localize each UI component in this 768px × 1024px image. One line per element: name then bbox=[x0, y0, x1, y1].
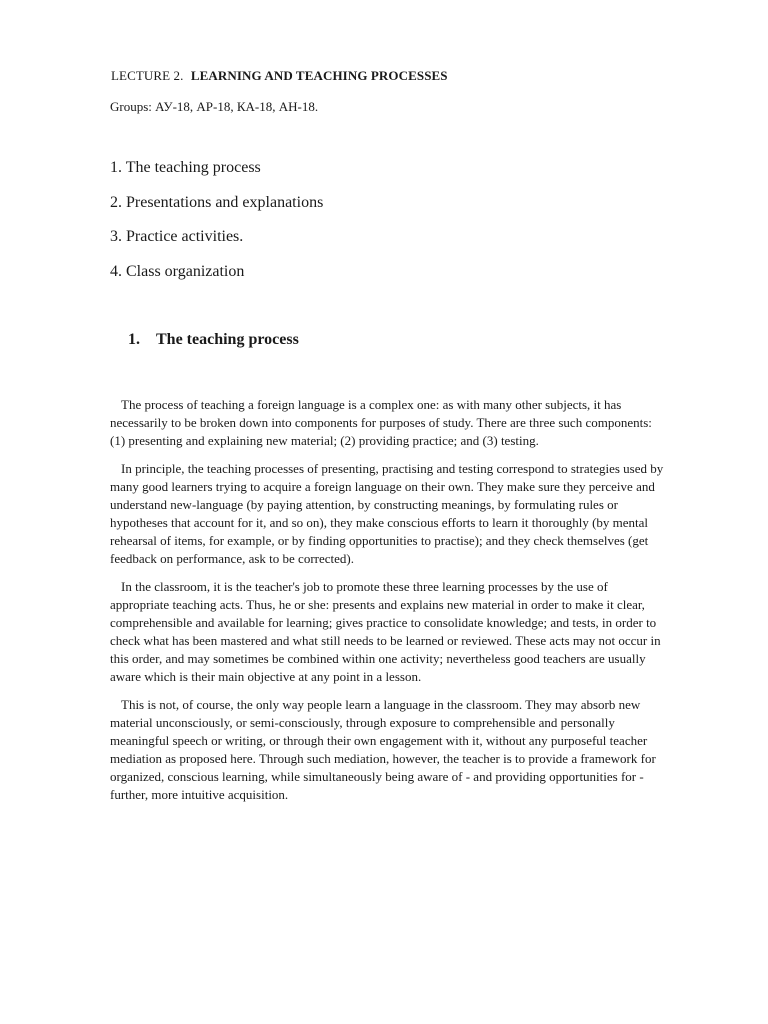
paragraph: In the classroom, it is the teacher's job to promote these three learning processes by the use of appropriate teaching acts. Thus, he or she: presents and explains new material in order to make it clear, comprehensible and available for learning; gives practice to consolidate knowledge; and tests, in order to check what has been mastered and what still needs to be learned or reviewed. These acts may not occur in this order, and may sometimes be combined within one activity; nevertheless good teachers are usually aware which is their main objective at any point in a lesson. bbox=[110, 579, 661, 684]
section-title: The teaching process bbox=[156, 331, 299, 348]
contents-item: 2. Presentations and explanations bbox=[110, 193, 324, 211]
contents-list bbox=[110, 157, 323, 295]
groups-line: Groups: АУ-18, АР-18, КА-18, АН-18. bbox=[110, 99, 319, 114]
paragraph: This is not, of course, the only way people learn a language in the classroom. They may absorb new material unconsciously, or semi-consciously, through exposure to comprehensible and personally meaningful speech or writing, or through their own engagement with it, without any purposeful teacher mediation as proposed here. Through such mediation, however, the teacher is to provide a framework for organized, conscious learning, while simultaneously being aware of - and providing opportunities for - further, more intuitive acquisition. bbox=[110, 697, 656, 802]
lecture-topic: LEARNING AND TEACHING PROCESSES bbox=[190, 68, 448, 83]
contents-item: 3. Practice activities. bbox=[110, 228, 244, 245]
paragraph: The process of teaching a foreign language is a complex one: as with many other subjects, it has necessarily to be broken down into components for purposes of study. There are three such components: (1) presenting and explaining new material; (2) providing practice; and (3) testing. bbox=[110, 397, 652, 448]
contents-item: 1. The teaching process bbox=[110, 159, 261, 176]
paragraph: In principle, the teaching processes of presenting, practising and testing correspond to strategies used by many good learners trying to acquire a foreign language on their own. They make sure they perceive and understand new-language (by paying attention, by constructing meanings, by formulating rules or hypotheses that account for it, and so on), they make conscious efforts to learn it thoroughly (by mental rehearsal of items, for example, or by finding opportunities to practise); and they check themselves (get feedback on performance, ask to be corrected). bbox=[110, 461, 664, 566]
lecture-label: LECTURE 2. bbox=[111, 68, 184, 83]
lecture-title bbox=[111, 68, 448, 84]
section-number: 1. bbox=[128, 331, 140, 348]
body-text bbox=[110, 396, 710, 814]
contents-item: 4. Class organization bbox=[110, 262, 245, 280]
section-heading bbox=[128, 331, 299, 349]
